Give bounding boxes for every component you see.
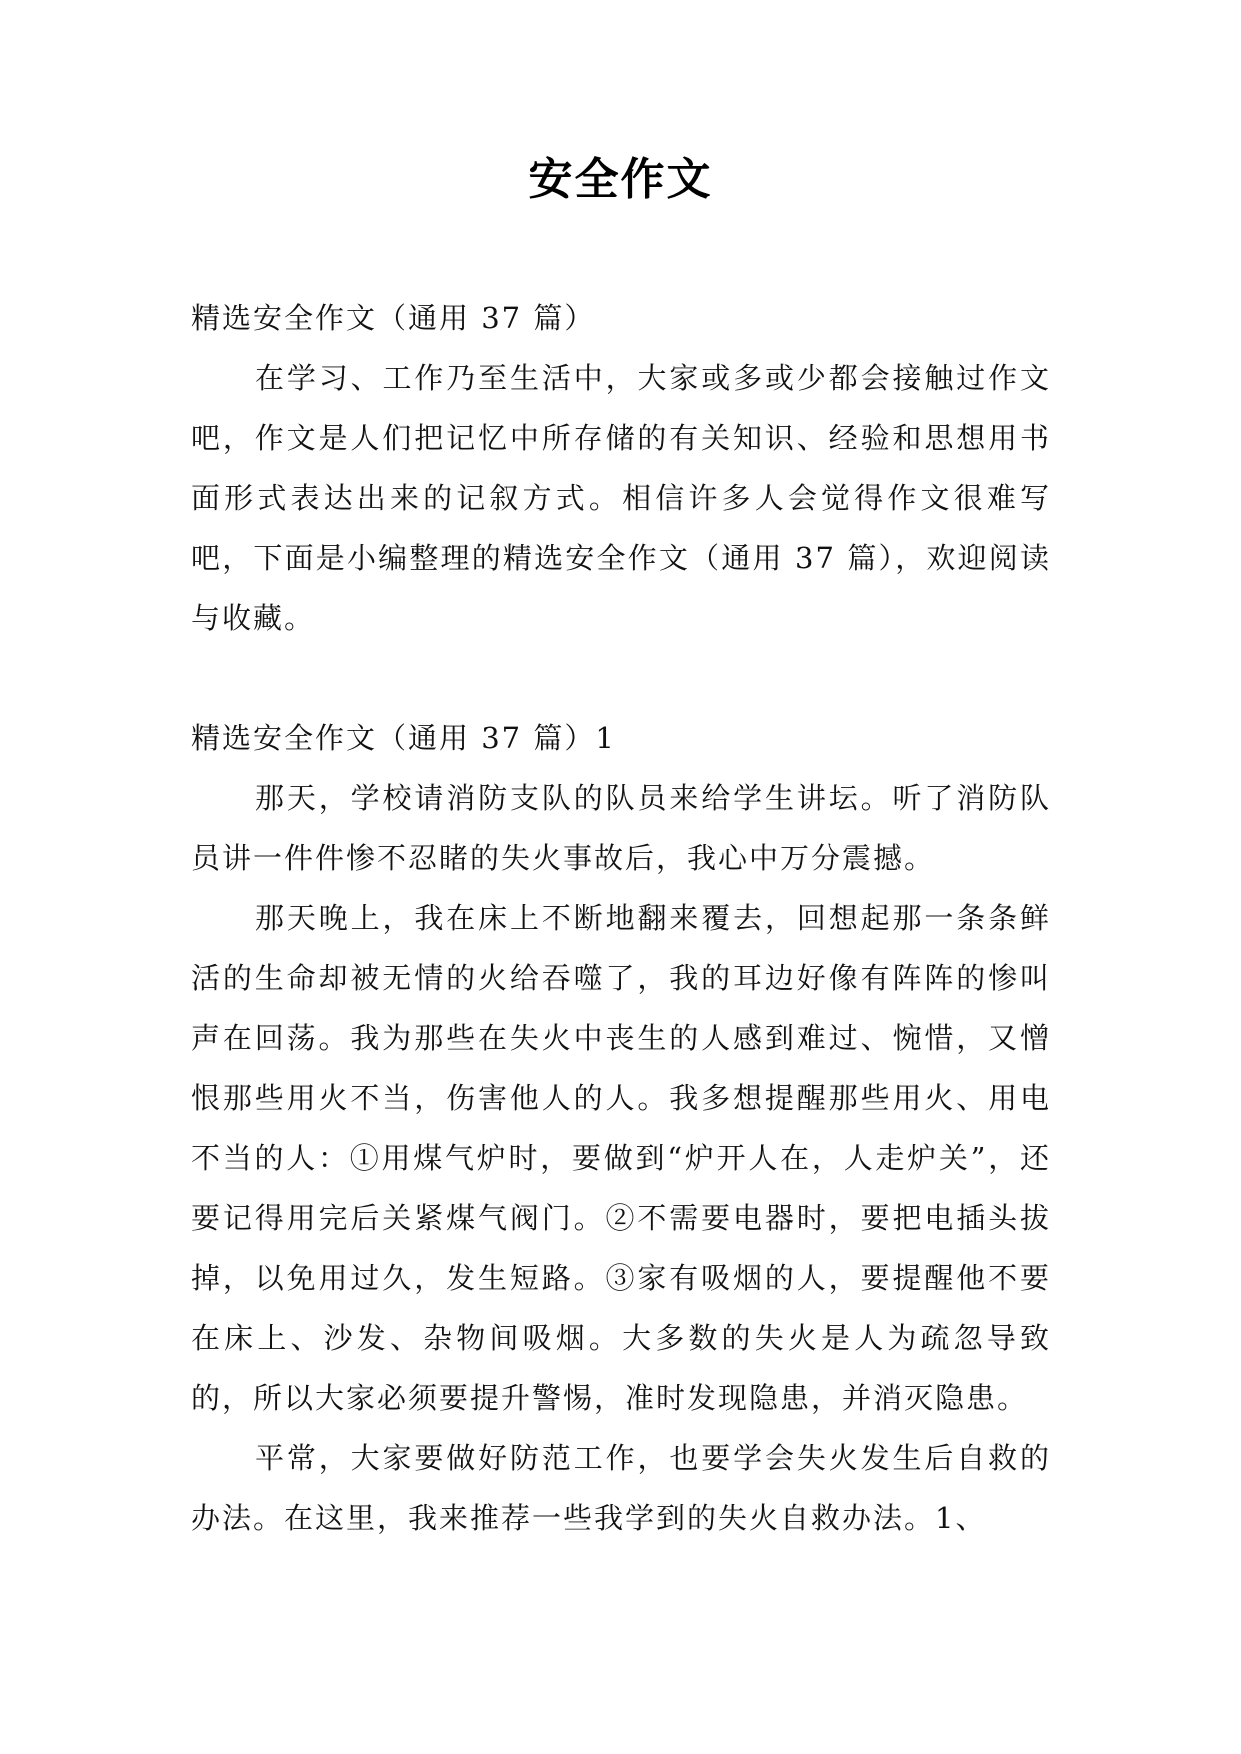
intro-paragraph: 在学习、工作乃至生活中，大家或多或少都会接触过作文吧，作文是人们把记忆中所存储的有关知识、经验和思想用书面形式表达出来的记叙方式。相信许多人会觉得作文很难写吧，下面是小编整理的精选安全作文（通用 37 篇），欢迎阅读与收藏。 [191,361,1051,635]
section-heading: 精选安全作文（通用 37 篇）1 [191,721,616,755]
intro-heading: 精选安全作文（通用 37 篇） [191,301,596,335]
document-body [191,288,1051,1548]
document-title: 安全作文 [528,154,713,205]
body-paragraph-3: 平常，大家要做好防范工作，也要学会失火发生后自救的办法。在这里，我来推荐一些我学到的失火自救办法。1、 [191,1441,1051,1535]
section-spacer [191,648,1051,708]
body-paragraph-1: 那天，学校请消防支队的队员来给学生讲坛。听了消防队员讲一件件惨不忍睹的失火事故后，我心中万分震撼。 [191,781,1051,875]
body-paragraph-2: 那天晚上，我在床上不断地翻来覆去，回想起那一条条鲜活的生命却被无情的火给吞噬了，我的耳边好像有阵阵的惨叫声在回荡。我为那些在失火中丧生的人感到难过、惋惜，又憎恨那些用火不当，伤害他人的人。我多想提醒那些用火、用电不当的人：①用煤气炉时，要做到“炉开人在，人走炉关”，还要记得用完后关紧煤气阀门。②不需要电器时，要把电插头拔掉，以免用过久，发生短路。③家有吸烟的人，要提醒他不要在床上、沙发、杂物间吸烟。大多数的失火是人为疏忽导致的，所以大家必须要提升警惕，准时发现隐患，并消灭隐患。 [191,901,1051,1415]
